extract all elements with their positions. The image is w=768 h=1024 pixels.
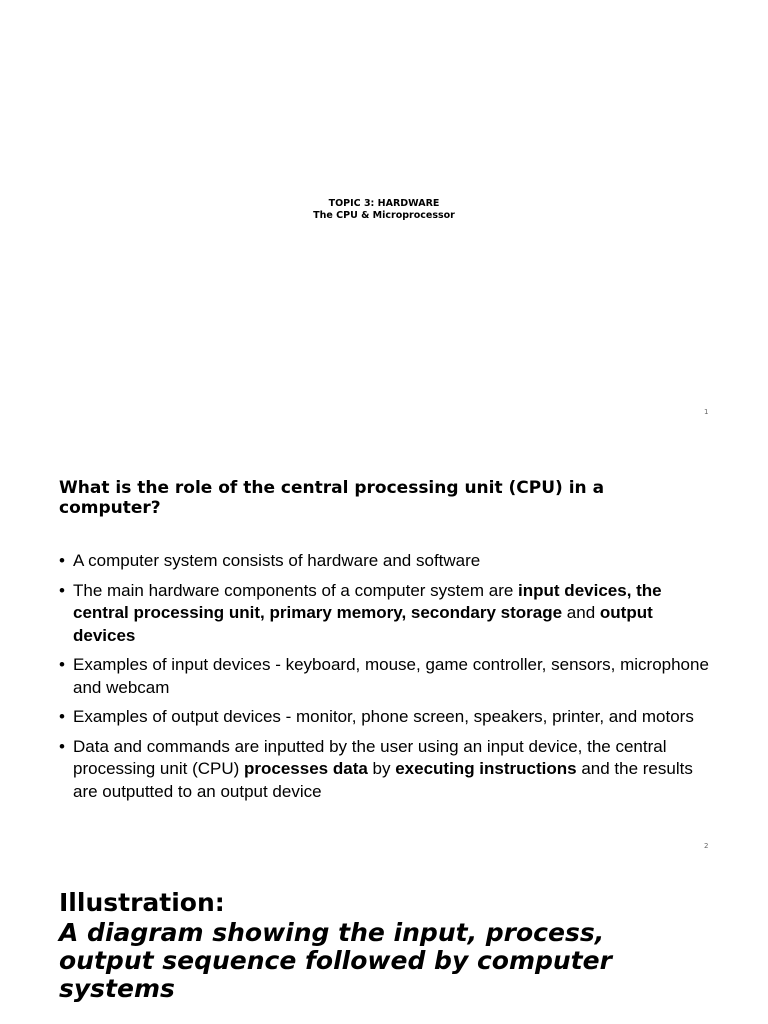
bullet-dot: • — [59, 736, 65, 756]
bullet-item — [59, 654, 719, 699]
illustration-title: Illustration: — [59, 888, 225, 917]
bullet-text: Data and commands are inputted by the user using an input device, the central processing unit (CPU) — [73, 736, 667, 778]
bullet-item — [59, 550, 719, 573]
bullet-text: A computer system consists of hardware and software — [73, 551, 481, 570]
bullet-list — [59, 550, 719, 810]
bullet-text: and — [562, 603, 600, 622]
bullet-dot: • — [59, 707, 65, 726]
bullet-item — [59, 706, 719, 729]
illustration-subtitle: A diagram showing the input, process, output sequence followed by computer systems — [59, 918, 612, 1003]
bullet-text: Examples of output devices - monitor, phone screen, speakers, printer, and motors — [73, 707, 694, 726]
bullet-text-bold: processes data — [244, 759, 368, 778]
bullet-text: The main hardware components of a computer system are — [73, 580, 519, 600]
bullet-text-bold: output devices — [73, 603, 653, 645]
bullet-dot: • — [59, 580, 65, 600]
bullet-text: by — [367, 759, 396, 778]
bullet-dot: • — [59, 551, 65, 570]
question-heading: What is the role of the central processing unit (CPU) in a computer? — [59, 478, 605, 518]
bullet-text-bold: input devices, the central processing unit, primary memory, secondary storage — [73, 580, 662, 622]
bullet-text: Examples of input devices - keyboard, mouse, game controller, sensors, microphone and webcam — [73, 655, 709, 697]
bullet-text-bold: executing instructions — [395, 759, 577, 778]
bullet-dot: • — [59, 655, 65, 674]
slide1-title-block — [0, 198, 768, 222]
bullet-item — [59, 736, 719, 804]
bullet-item — [59, 580, 719, 648]
bullet-text: and the results are outputted to an output device — [73, 759, 693, 801]
page-number-1: 1 — [704, 408, 709, 416]
page-number-2: 2 — [704, 842, 709, 850]
topic-subtitle: The CPU & Microprocessor — [313, 210, 455, 221]
topic-title: TOPIC 3: HARDWARE — [328, 198, 440, 209]
